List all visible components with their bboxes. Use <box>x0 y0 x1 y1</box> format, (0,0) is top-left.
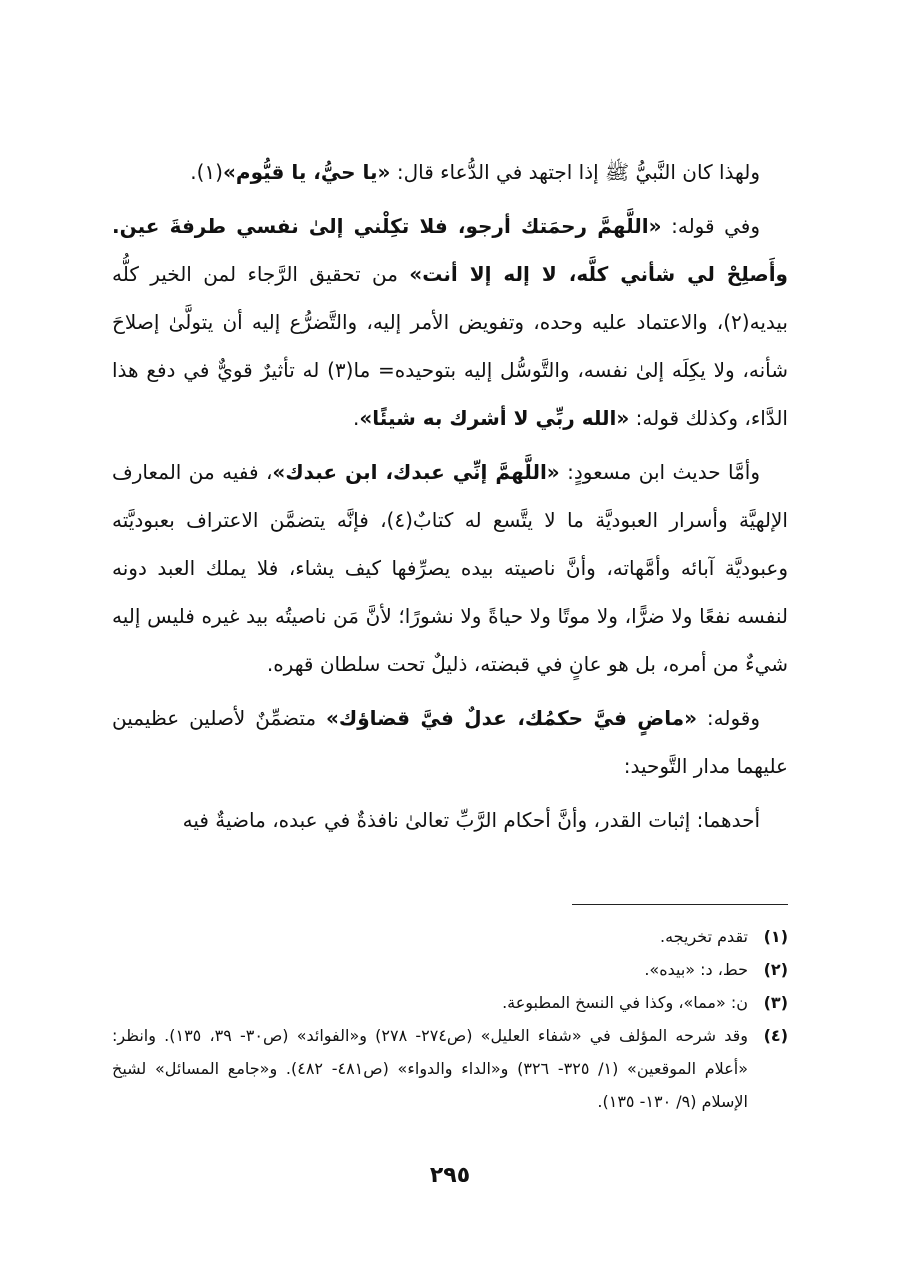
paragraph-2-intro: وفي قوله: <box>661 214 760 238</box>
hadith-quote: «الله ربِّي لا أشرك به شيئًا» <box>359 406 630 430</box>
footnote-item <box>112 953 788 986</box>
footnote-text: ن: «مما»، وكذا في النسخ المطبوعة. <box>502 993 748 1012</box>
paragraph-3 <box>112 448 788 688</box>
footnote-number: (٢) <box>763 960 788 979</box>
footnote-ref: (١). <box>190 160 223 184</box>
paragraph-1-text: ولهذا كان النَّبيُّ ﷺ إذا اجتهد في الدُّعاء قال: <box>390 160 760 184</box>
footnote-number: (١) <box>763 927 788 946</box>
footnote-item <box>112 1019 788 1118</box>
paragraph-2-text: من تحقيق الرَّجاء لمن الخير كلُّه بيديه(٢)، والاعتماد عليه وحده، وتفويض الأمر إليه، والتَّضرُّع إليه أن يتولَّىٰ إصلاحَ شأنه، ولا يكِلَه إلىٰ نفسه، والتَّوسُّل إليه بتوحيده= ما(٣) له تأثيرٌ قويٌّ في دفع هذا الدَّاء، وكذلك قوله: <box>112 262 788 430</box>
footnote-text: تقدم تخريجه. <box>660 927 748 946</box>
footnote-text: حط، د: «بيده». <box>644 960 748 979</box>
paragraph-2-end: . <box>353 406 360 430</box>
footnote-number: (٤) <box>763 1026 788 1045</box>
footnote-item <box>112 986 788 1019</box>
footnote-divider <box>572 904 788 905</box>
paragraph-4-text: متضمِّنٌ لأصلين عظيمين عليهما مدار التَّوحيد: <box>112 706 788 778</box>
footnote-item <box>112 920 788 953</box>
hadith-quote: «اللَّهمَّ إنِّي عبدك، ابن عبدك» <box>272 460 560 484</box>
footnotes <box>112 920 788 1118</box>
footnote-number: (٣) <box>763 993 788 1012</box>
paragraph-2 <box>112 202 788 442</box>
paragraph-5-text: أحدهما: إثبات القدر، وأنَّ أحكام الرَّبِّ تعالىٰ نافذةٌ في عبده، ماضيةٌ فيه <box>182 808 760 832</box>
paragraph-3-text: ، ففيه من المعارف الإلهيَّة وأسرار العبوديَّة ما لا يتَّسع له كتابٌ(٤)، فإنَّه يتضمَّن الاعتراف بعبوديَّته وعبوديَّة آبائه وأمَّهاته، وأنَّ ناصيته بيده يصرِّفها كيف يشاء، فلا يملك العبد دونه لنفسه نفعًا ولا ضرًّا، ولا موتًا ولا حياةً ولا نشورًا؛ لأنَّ مَن ناصيتُه بيد غيره فليس إليه شيءٌ من أمره، بل هو عانٍ في قبضته، ذليلٌ تحت سلطان قهره. <box>112 460 788 676</box>
page-number: ٢٩٥ <box>429 1163 471 1188</box>
paragraph-4 <box>112 694 788 790</box>
main-text <box>112 148 788 850</box>
hadith-quote: «ماضٍ فيَّ حكمُك، عدلٌ فيَّ قضاؤك» <box>325 706 698 730</box>
hadith-quote: «اللَّهمَّ رحمَتك أرجو، فلا تكِلْني إلىٰ نفسي طرفةَ عين. وأَصلِحْ لي شأني كلَّه، لا إله إلا أنت» <box>112 214 788 286</box>
footnote-text: وقد شرحه المؤلف في «شفاء العليل» (ص٢٧٤- ٢٧٨) و«الفوائد» (ص٣٠- ٣٩، ١٣٥). وانظر: «أعلام الموقعين» (١/ ٣٢٥- ٣٢٦) و«الداء والدواء» (ص٤٨١- ٤٨٢). و«جامع المسائل» لشيخ الإسلام (٩/ ١٣٠- ١٣٥). <box>112 1026 749 1111</box>
paragraph-1 <box>112 148 788 196</box>
paragraph-5 <box>112 796 788 844</box>
paragraph-3-intro: وأمَّا حديث ابن مسعودٍ: <box>559 460 761 484</box>
hadith-quote: «يا حيُّ، يا قيُّوم» <box>222 160 391 184</box>
paragraph-4-intro: وقوله: <box>697 706 760 730</box>
